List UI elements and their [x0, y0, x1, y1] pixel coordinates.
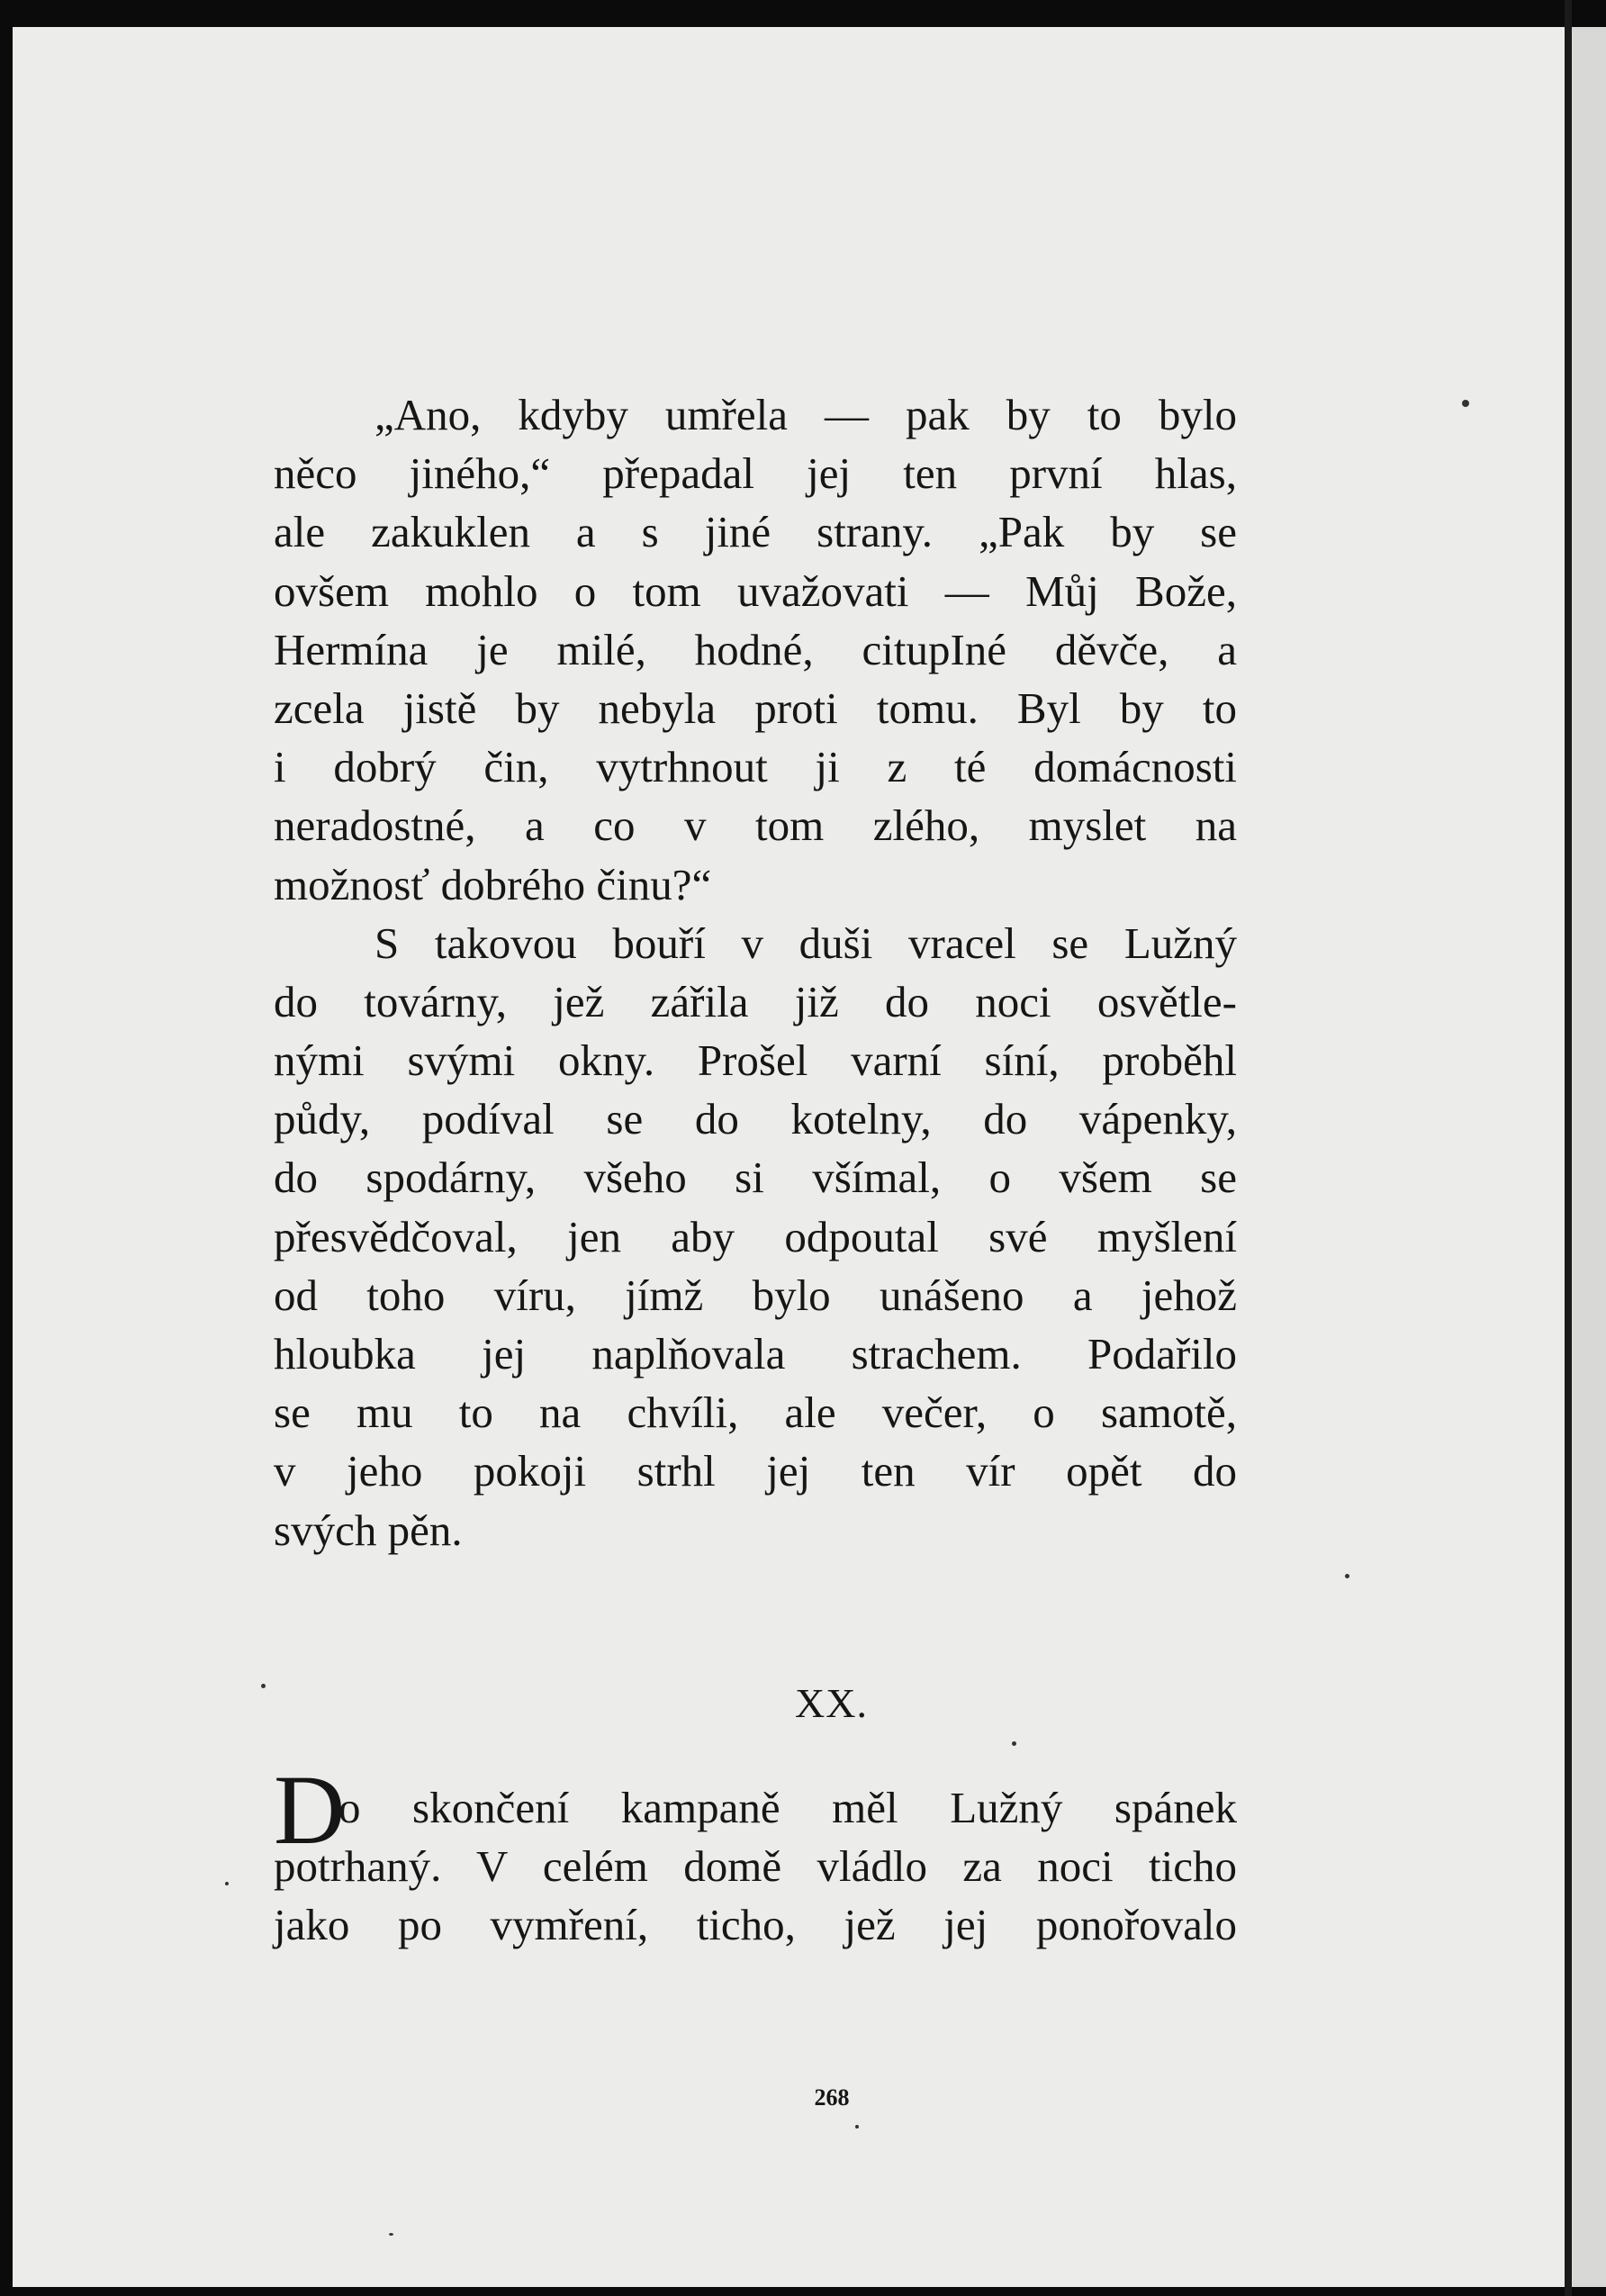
drop-cap: D: [274, 1755, 346, 1865]
body-text-block: [274, 385, 1237, 1559]
scan-speck: [225, 1882, 229, 1885]
chapter-heading: XX.: [795, 1680, 868, 1726]
text-line: nými svými okny. Prošel varní síní, proběhl: [274, 1035, 1237, 1086]
text-line: možnosť dobrého činu?“: [274, 859, 712, 909]
text-line: o skončení kampaně měl Lužný spánek: [338, 1783, 1237, 1832]
text-line: od toho víru, jímž bylo unášeno a jehož: [274, 1270, 1237, 1320]
text-line: zcela jistě by nebyla proti tomu. Byl by to: [274, 682, 1237, 733]
text-line: neradostné, a co v tom zlého, myslet na: [274, 800, 1237, 851]
scan-speck: [1345, 1574, 1349, 1578]
text-line: „Ano, kdyby umřela — pak by to bylo: [374, 390, 1237, 439]
scan-speck: [261, 1684, 266, 1688]
adjacent-page-edge: [1572, 27, 1606, 2287]
scan-speck: [1012, 1741, 1016, 1746]
text-line: ovšem mohlo o tom uvažovati — Můj Bože,: [274, 565, 1237, 616]
scan-speck: [855, 2125, 859, 2129]
chapter-text-block: [274, 1778, 1237, 1955]
page-number: 268: [814, 2084, 850, 2111]
text-line: přesvědčoval, jen aby odpoutal své myšlení: [274, 1211, 1237, 1261]
text-line: ale zakuklen a s jiné strany. „Pak by se: [274, 507, 1237, 557]
text-line: do spodárny, všeho si všímal, o všem se: [274, 1153, 1237, 1203]
text-line: i dobrý čin, vytrhnout ji z té domácnosti: [274, 742, 1237, 792]
scan-speck: [1462, 400, 1469, 407]
text-line: Hermína je milé, hodné, citupIné děvče, a: [274, 624, 1237, 674]
text-line: svých pěn.: [274, 1505, 463, 1555]
text-line: do továrny, jež zářila již do noci osvětle-: [274, 976, 1237, 1026]
text-line: jako po vymření, ticho, jež jej ponořovalo: [274, 1900, 1237, 1950]
text-line: hloubka jej naplňovala strachem. Podařilo: [274, 1329, 1237, 1379]
text-line: v jeho pokoji strhl jej ten vír opět do: [274, 1446, 1237, 1496]
text-line: něco jiného,“ přepadal jej ten první hlas,: [274, 448, 1237, 499]
text-line: potrhaný. V celém domě vládlo za noci ticho: [274, 1841, 1237, 1892]
text-line: S takovou bouří v duši vracel se Lužný: [374, 917, 1237, 968]
book-page: [13, 27, 1565, 2287]
page-edge-strip: [1565, 0, 1572, 2296]
text-line: půdy, podíval se do kotelny, do vápenky,: [274, 1094, 1237, 1144]
text-line: se mu to na chvíli, ale večer, o samotě,: [274, 1388, 1237, 1438]
scan-speck: [389, 2233, 393, 2236]
